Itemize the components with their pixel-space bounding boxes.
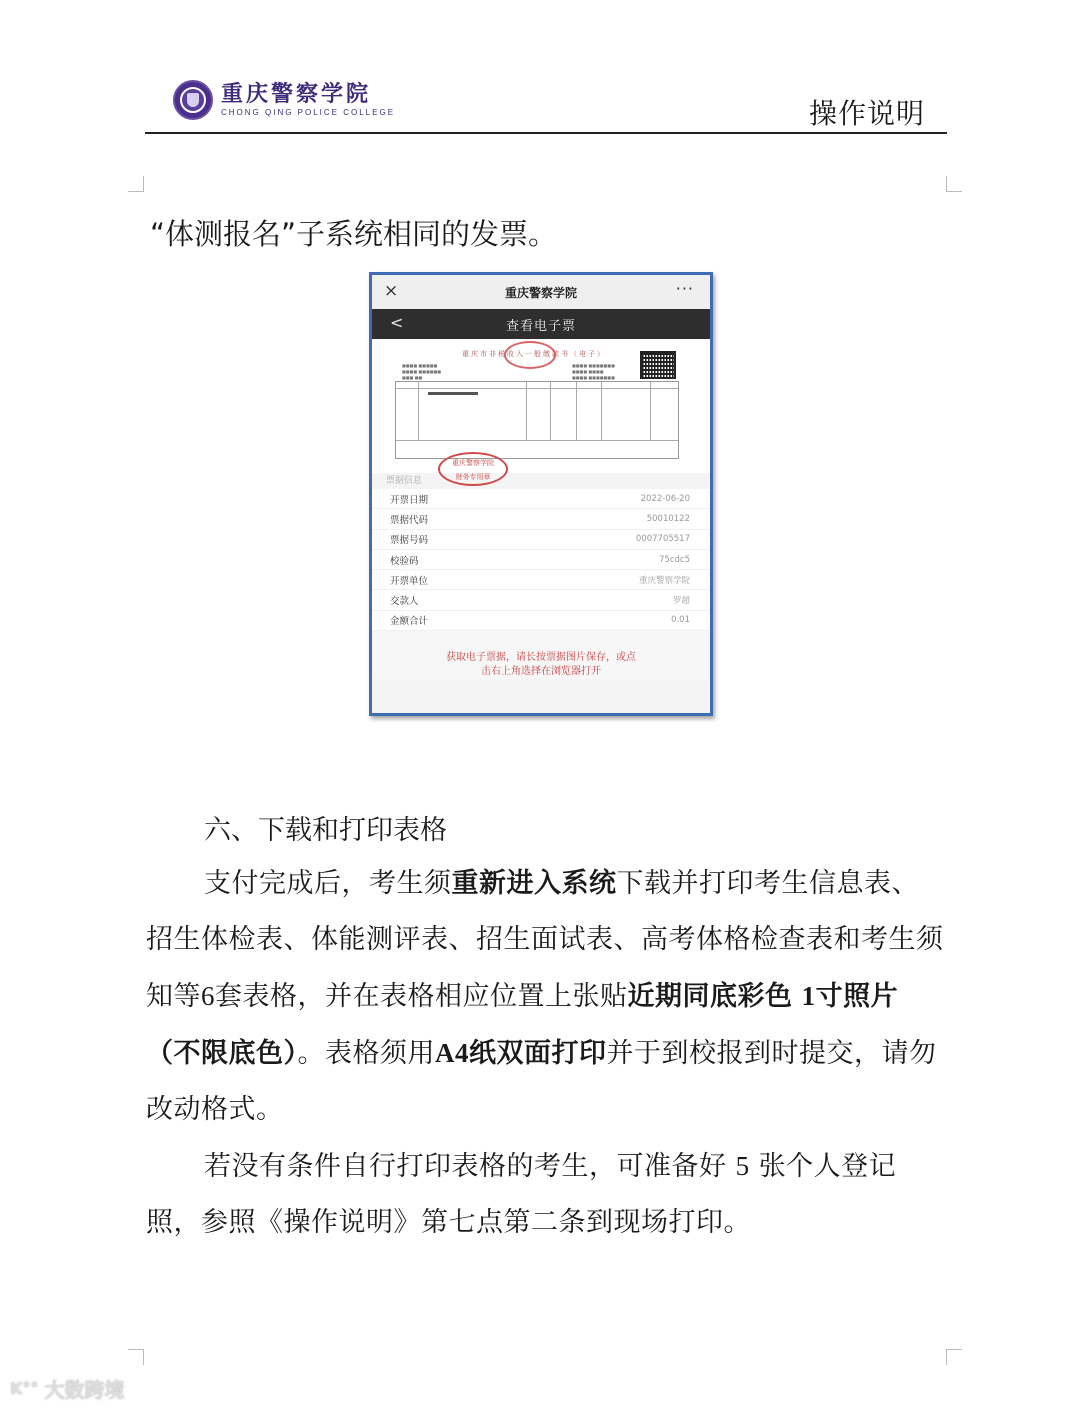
watermark-text: 大数跨境 — [44, 1378, 125, 1402]
nav-title: 查看电子票 — [505, 318, 576, 334]
paragraph-print-forms: 支付完成后，考生须重新进入系统下载并打印考生信息表、招生体检表、体能测评表、招生面试表、高考体格检查表和考生须知等6套表格，并在表格相应位置上张贴近期同底彩色 1寸照片（不限底色）。表格须用A4纸双面打印并于到校报到时提交，请勿改动格式。 — [146, 868, 944, 1125]
logo-chinese-name: 重庆警察学院 — [221, 82, 372, 107]
invoice-meta-left: ■■■■ ■■■■■ ■■■■ ■■■■■■ ■■■ ■■ — [402, 363, 442, 380]
info-row: 开票日期 2022-06-20 — [372, 489, 710, 509]
watermark-logo-icon: K°° — [10, 1379, 39, 1398]
college-logo — [173, 80, 395, 120]
phone-topbar — [372, 275, 710, 309]
info-row: 交款人 罗超 — [372, 590, 710, 610]
invoice-table — [395, 381, 679, 459]
college-emblem-icon — [173, 80, 213, 120]
info-row: 票据代码 50010122 — [372, 509, 710, 529]
close-icon[interactable]: × — [384, 281, 399, 301]
topbar-title: 重庆警察学院 — [504, 285, 577, 300]
invoice-title: 重庆市非税收入一般缴款书（电子） — [462, 350, 606, 358]
info-row: 票据号码 0007705517 — [372, 530, 710, 550]
invoice-meta-right: ■■■■ ■■■■■■■ ■■■■ ■■■■ ■■■■ ■■■■■■■ — [572, 363, 615, 380]
page-header — [145, 70, 947, 134]
finance-stamp-icon: 重庆警察学院 财务专用章 — [438, 452, 508, 486]
info-row: 校验码 75cdc5 — [372, 550, 710, 570]
document-title: 操作说明 — [808, 97, 925, 130]
qr-code-icon — [640, 351, 676, 379]
logo-english-name: CHONG QING POLICE COLLEGE — [221, 108, 396, 117]
crop-mark-top-right — [946, 176, 962, 192]
watermark — [10, 1374, 124, 1403]
phone-navbar — [372, 309, 710, 339]
crop-mark-top-left — [128, 176, 144, 192]
info-row: 金额合计 0.01 — [372, 611, 710, 631]
stamp-top-icon — [504, 341, 556, 369]
back-icon[interactable]: < — [390, 313, 404, 332]
paragraph-onsite-print: 若没有条件自行打印表格的考生，可准备好 5 张个人登记照，参照《操作说明》第七点第二条到现场打印。 — [146, 1151, 897, 1238]
crop-mark-bottom-left — [128, 1349, 144, 1365]
save-invoice-hint: 获取电子票据，请长按票据图片保存，或点 击右上角选择在浏览器打开 — [372, 631, 710, 679]
invoice-info-list — [372, 489, 710, 631]
crop-mark-bottom-right — [946, 1349, 962, 1365]
invoice-info-section-label: 票据信息 — [372, 473, 710, 489]
e-invoice-screenshot — [369, 272, 713, 716]
section-heading: 六、下载和打印表格 — [204, 815, 447, 846]
more-icon[interactable]: ··· — [675, 279, 694, 298]
intro-line: “体测报名”子系统相同的发票。 — [150, 217, 558, 251]
info-row: 开票单位 重庆警察学院 — [372, 570, 710, 590]
